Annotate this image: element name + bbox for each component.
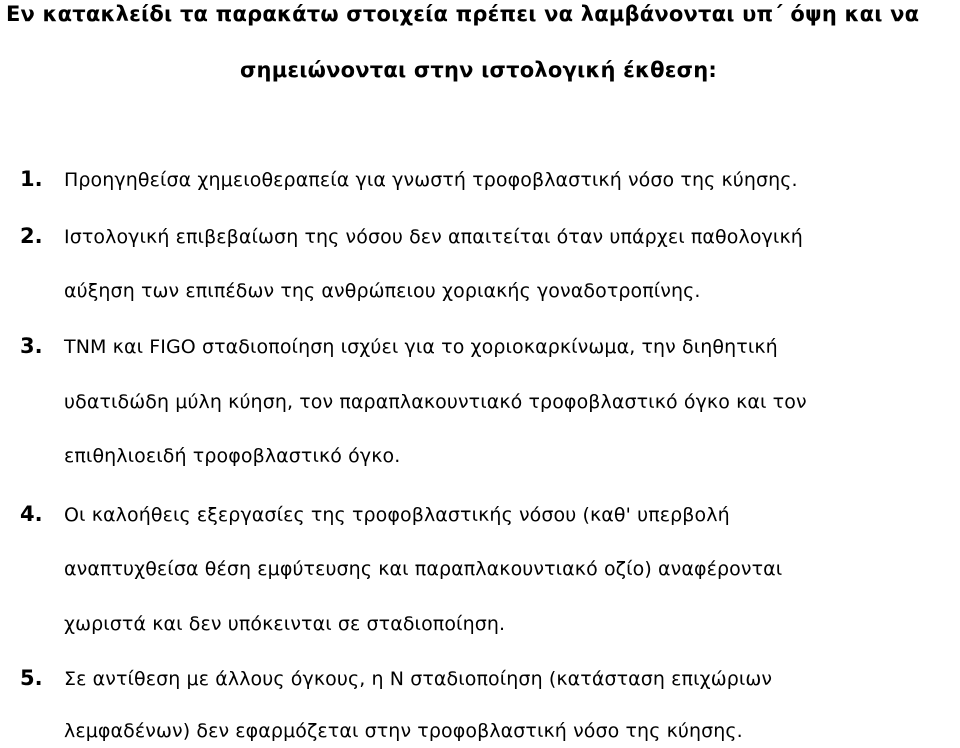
list-item-line: αναπτυχθείσα θέση εμφύτευσης και παραπλακουντιακό οζίο) αναφέρονται [64, 558, 783, 580]
list-item-line: Προηγηθείσα χημειοθεραπεία για γνωστή τροφοβλαστική νόσο της κύησης. [64, 169, 798, 191]
list-item-number: 5. [20, 666, 43, 690]
list-item-line: αύξηση των επιπέδων της ανθρώπειου χοριακής γοναδοτροπίνης. [64, 280, 701, 302]
list-item-line: Ιστολογική επιβεβαίωση της νόσου δεν απαιτείται όταν υπάρχει παθολογική [64, 226, 803, 248]
list-item-line: Οι καλοήθεις εξεργασίες της τροφοβλαστικής νόσου (καθ' υπερβολή [64, 504, 730, 526]
intro-line-2: σημειώνονται στην ιστολογική έκθεση: [240, 58, 717, 82]
list-item-number: 1. [20, 167, 43, 191]
list-item-line: Σε αντίθεση με άλλους όγκους, η Ν σταδιοποίηση (κατάσταση επιχώριων [64, 668, 773, 690]
list-item-number: 3. [20, 334, 43, 358]
list-item-line: TNM και FIGO σταδιοποίηση ισχύει για το χοριοκαρκίνωμα, την διηθητική [64, 336, 778, 358]
list-item-line: χωριστά και δεν υπόκεινται σε σταδιοποίηση. [64, 613, 506, 635]
list-item-number: 2. [20, 224, 43, 248]
list-item-line: επιθηλιοειδή τροφοβλαστικό όγκο. [64, 445, 401, 467]
list-item-number: 4. [20, 502, 43, 526]
list-item-line: λεμφαδένων) δεν εφαρμόζεται στην τροφοβλαστική νόσο της κύησης. [64, 720, 743, 742]
intro-line-1: Εν κατακλείδι τα παρακάτω στοιχεία πρέπει να λαμβάνονται υπ΄ όψη και να [6, 2, 920, 26]
list-item-line: υδατιδώδη μύλη κύηση, τον παραπλακουντιακό τροφοβλαστικό όγκο και τον [64, 391, 807, 413]
